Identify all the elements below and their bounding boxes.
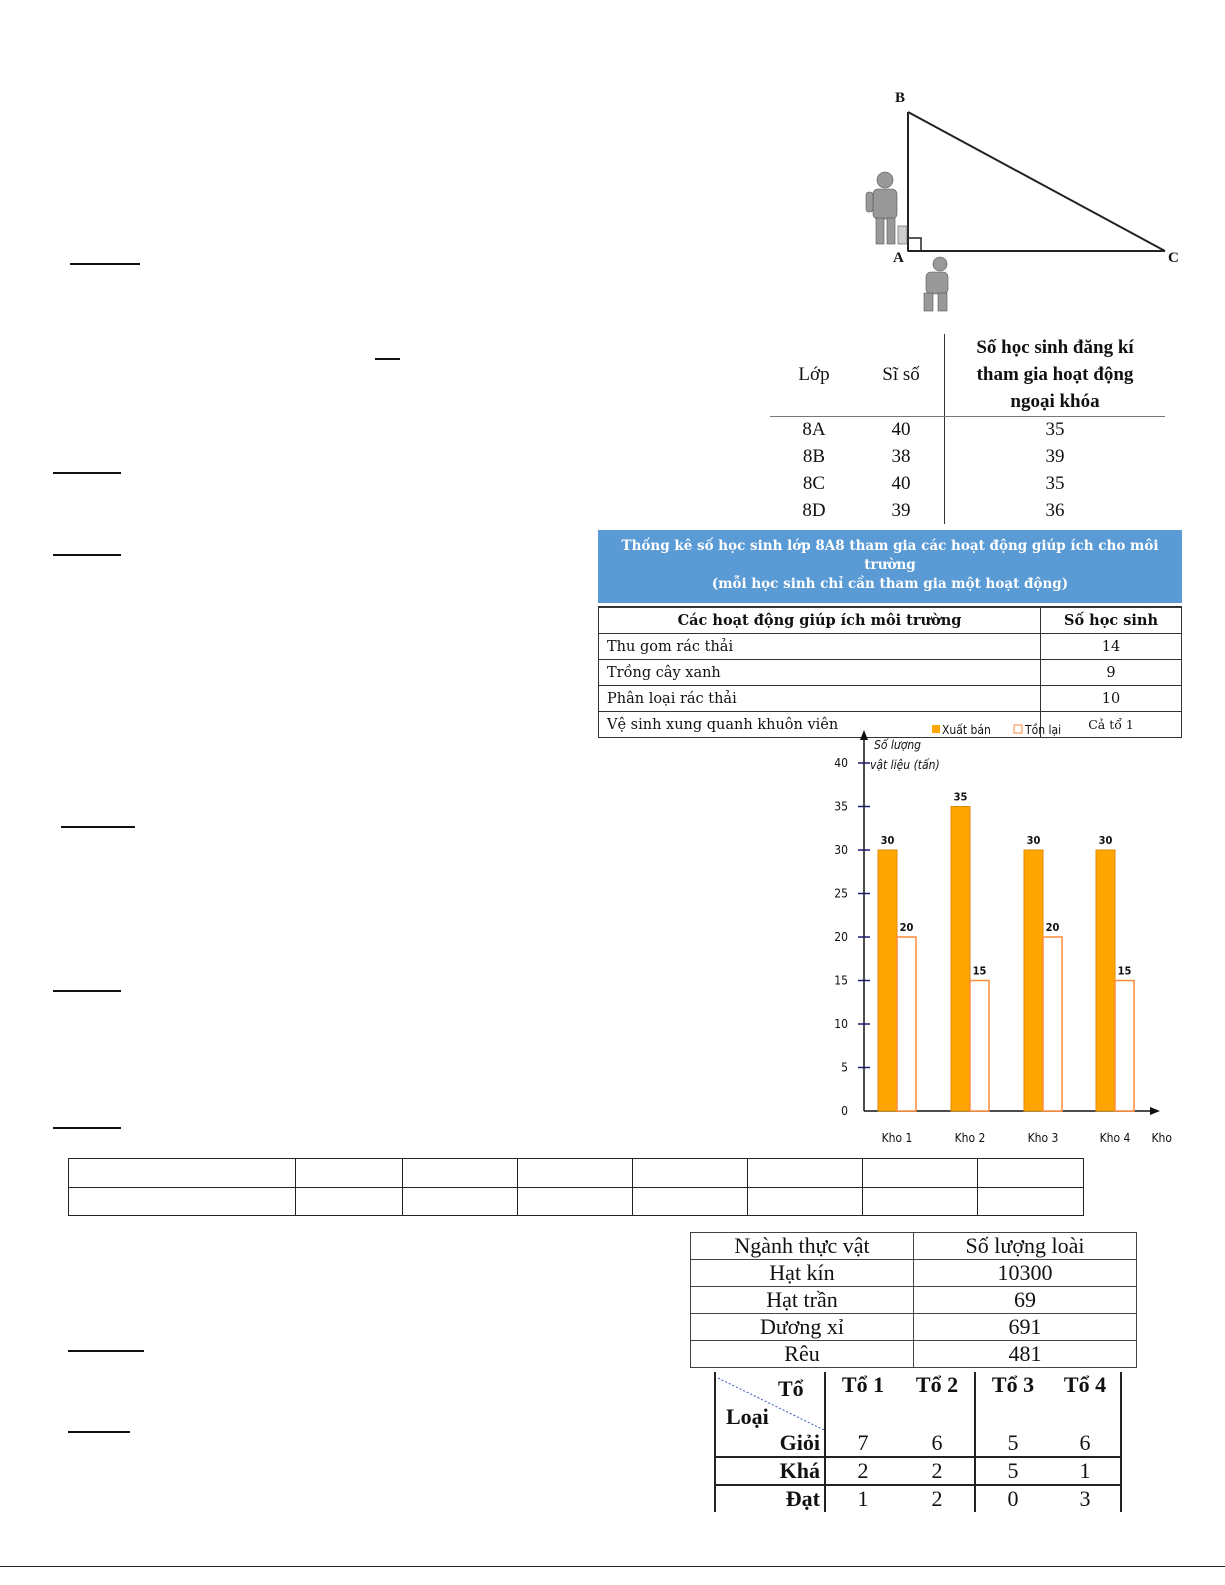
table-cell: 10300 [914, 1260, 1137, 1287]
y-tick-label: 20 [834, 930, 848, 944]
question-underline-5 [53, 990, 121, 992]
table-cell: Rêu [691, 1341, 914, 1368]
data-label: 30 [880, 834, 895, 847]
page-bottom-rule [0, 1566, 1225, 1567]
table-row [599, 634, 1182, 660]
vertex-a-label: A [893, 250, 904, 266]
table-cell: 6 [900, 1430, 975, 1457]
header-group-2: Tổ 2 [900, 1372, 975, 1430]
table-cell: 3 [1050, 1485, 1121, 1512]
table-cell: 5 [975, 1457, 1050, 1485]
y-axis-label: vật liệu (tấn) [870, 758, 940, 772]
y-tick-label: 10 [834, 1017, 848, 1031]
bar-xuat-ban [1024, 850, 1043, 1111]
question-underline-7 [68, 1350, 144, 1352]
table-row [715, 1430, 1121, 1457]
table-cell: 38 [891, 445, 911, 467]
table-cell: Hạt kín [691, 1260, 914, 1287]
corner-bottom-label: Loại [726, 1404, 769, 1429]
table-cell: Phân loại rác thải [599, 686, 1041, 712]
table-cell: 1 [825, 1485, 900, 1512]
table-cell: Cả tổ 1 [1041, 712, 1182, 738]
question-underline-3 [53, 554, 121, 556]
table-row [770, 443, 1165, 470]
table-row [691, 1287, 1137, 1314]
table-cell: 40 [891, 472, 911, 494]
table-row [599, 660, 1182, 686]
bar-xuat-ban [878, 850, 897, 1111]
data-label: 15 [972, 964, 987, 978]
table-cell: 9 [1041, 660, 1182, 686]
legend-label: Xuất bán [942, 723, 991, 737]
table-cell: 2 [900, 1485, 975, 1512]
y-tick-label: 30 [834, 843, 848, 857]
plant-table [690, 1232, 1137, 1368]
y-tick-label: 25 [834, 886, 848, 901]
data-label: 15 [1117, 964, 1132, 978]
header-count: Số học sinh [1041, 607, 1182, 634]
table-cell: 40 [891, 418, 911, 440]
legend-swatch-ton-lai [1014, 725, 1022, 733]
table-cell: 35 [945, 470, 1166, 497]
y-axis-label: Số lượng [874, 738, 922, 752]
header-group-4: Tổ 4 [1050, 1372, 1121, 1430]
bar-ton-lai [1115, 981, 1134, 1112]
table-header-row [715, 1372, 1121, 1430]
table-cell: 8A [802, 418, 826, 440]
question-underline-2 [53, 472, 121, 474]
table-cell: 8C [802, 472, 826, 494]
x-tick-label: Kho 1 [881, 1131, 913, 1145]
vertex-c-label: C [1168, 250, 1179, 266]
header-activity: Các hoạt động giúp ích môi trường [599, 607, 1041, 634]
table-cell: 481 [914, 1341, 1137, 1368]
empty-table [68, 1158, 1084, 1216]
header-class: Lớp [770, 334, 858, 416]
question-underline-8 [68, 1431, 130, 1433]
person-figure-icon [866, 172, 907, 244]
bar-ton-lai [970, 981, 989, 1112]
question-underline-6 [53, 1127, 121, 1129]
table-row [69, 1187, 1084, 1216]
table-cell: 69 [914, 1287, 1137, 1314]
data-label: 20 [1045, 921, 1060, 934]
table-cell: 8D [802, 499, 826, 521]
title-line-1: Thống kê số học sinh lớp 8A8 tham gia các hoạt động giúp ích cho môi trường [621, 538, 1159, 573]
table-header-row [599, 607, 1182, 634]
person-figure-icon [924, 257, 948, 311]
table-cell: 0 [975, 1485, 1050, 1512]
header-size: Sĩ số [858, 334, 945, 416]
class-table [770, 334, 1165, 524]
table-row [715, 1457, 1121, 1485]
table-cell: 1 [1050, 1457, 1121, 1485]
table-cell: 35 [945, 416, 1166, 443]
x-tick-label: Kho 4 [1099, 1131, 1131, 1145]
vertex-b-label: B [895, 90, 906, 106]
row-label: Đạt [715, 1485, 825, 1512]
bar-xuat-ban [951, 807, 970, 1112]
row-label: Giỏi [715, 1430, 825, 1457]
x-tick-label: Kho 2 [954, 1131, 986, 1145]
header-group-1: Tổ 1 [841, 1372, 885, 1397]
table-cell: 2 [825, 1457, 900, 1485]
environment-table-title [598, 530, 1182, 606]
table-cell: 5 [1007, 1430, 1019, 1455]
data-label: 20 [899, 921, 914, 934]
triangle-figure [860, 86, 1190, 321]
table-cell: 36 [945, 497, 1166, 524]
title-line-2: (mỗi học sinh chỉ cần tham gia một hoạt động) [711, 576, 1069, 592]
chart-svg [826, 718, 1176, 1158]
row-label: Khá [715, 1457, 825, 1485]
table-cell: 7 [857, 1430, 869, 1455]
y-tick-label: 15 [834, 973, 848, 988]
table-cell: 14 [1041, 634, 1182, 660]
header-registered: Số học sinh đăng kí tham gia hoạt động ngoại khóa [945, 334, 1166, 416]
table-row [599, 686, 1182, 712]
table-row [691, 1314, 1137, 1341]
table-row [69, 1159, 1084, 1188]
table-row [770, 497, 1165, 524]
bar-xuat-ban [1096, 850, 1115, 1111]
table-cell: 6 [1050, 1430, 1121, 1457]
table-row [691, 1341, 1137, 1368]
x-axis-arrow-icon [1150, 1107, 1160, 1115]
bar-ton-lai [897, 937, 916, 1111]
warehouse-bar-chart [826, 718, 1176, 1158]
environment-table [598, 530, 1182, 738]
table-cell: Vệ sinh xung quanh khuôn viên [599, 712, 1041, 738]
table-cell: Trồng cây xanh [599, 660, 1041, 686]
table-row [715, 1485, 1121, 1512]
header-group-3: Tổ 3 [991, 1372, 1035, 1397]
table-cell: 10 [1041, 686, 1182, 712]
corner-top-label: Tổ [778, 1376, 804, 1401]
table-row [691, 1260, 1137, 1287]
y-tick-label: 5 [841, 1060, 848, 1075]
table-cell: 2 [900, 1457, 975, 1485]
table-row [770, 470, 1165, 497]
table-header-row [691, 1233, 1137, 1260]
x-axis-label: Kho [1151, 1131, 1172, 1145]
score-table [714, 1372, 1122, 1512]
data-label: 35 [953, 790, 968, 804]
question-underline-4 [61, 826, 135, 828]
table-cell: 39 [945, 443, 1166, 470]
y-tick-label: 35 [834, 799, 848, 814]
y-axis-arrow-icon [860, 730, 868, 740]
header-species-count: Số lượng loài [914, 1233, 1137, 1260]
data-label: 30 [1098, 834, 1113, 847]
x-tick-label: Kho 3 [1027, 1131, 1059, 1145]
table-row [770, 416, 1165, 443]
table-cell: 8B [802, 445, 826, 467]
table-cell: Dương xỉ [691, 1314, 914, 1341]
legend-swatch-xuat-ban [932, 725, 940, 733]
fraction-bar [375, 358, 400, 360]
table-cell: Thu gom rác thải [599, 634, 1041, 660]
table-cell: 691 [914, 1314, 1137, 1341]
corner-cell [715, 1372, 825, 1430]
table-cell: Hạt trần [691, 1287, 914, 1314]
legend-label: Tồn lại [1025, 723, 1062, 737]
bar-ton-lai [1043, 937, 1062, 1111]
table-cell: 39 [891, 499, 911, 521]
y-tick-label: 0 [841, 1104, 848, 1118]
y-tick-label: 40 [834, 756, 848, 770]
header-plant-division: Ngành thực vật [691, 1233, 914, 1260]
data-label: 30 [1026, 834, 1041, 847]
question-underline-1 [70, 263, 140, 265]
